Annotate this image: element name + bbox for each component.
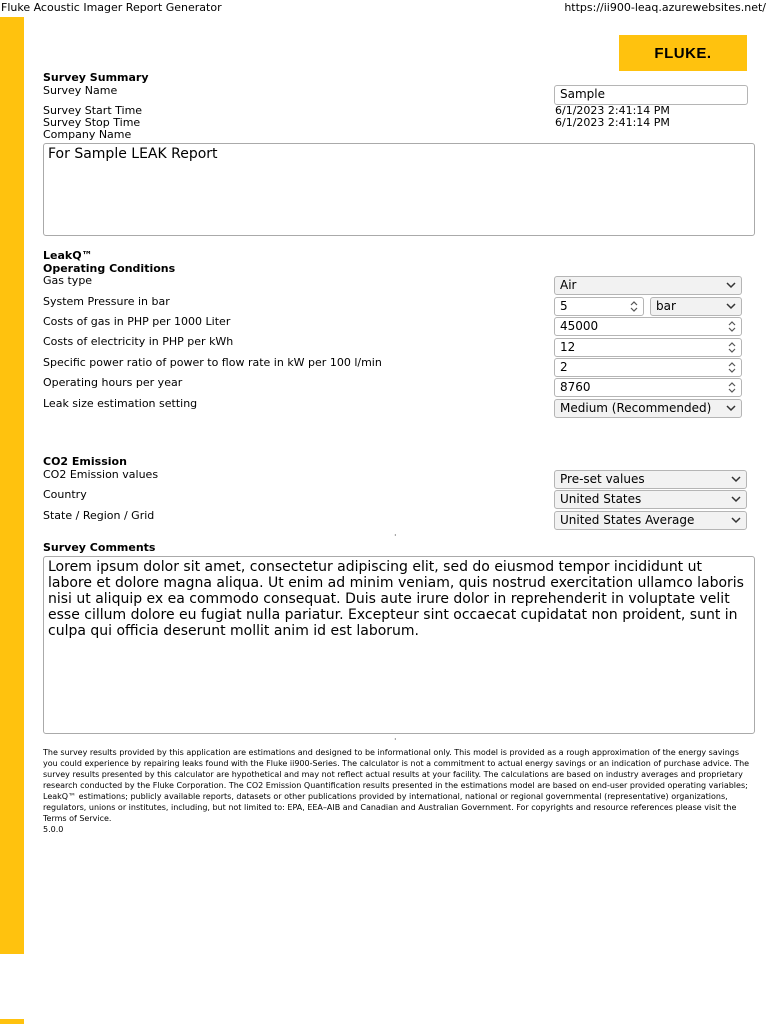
chevron-down-icon	[731, 494, 741, 504]
gas-cost-input[interactable]	[554, 317, 742, 336]
chevron-down-icon	[726, 301, 736, 311]
leak-size-label: Leak size estimation setting	[43, 397, 198, 410]
country-value: United States	[560, 492, 642, 506]
country-label: Country	[43, 488, 87, 501]
page-url: https://ii900-leaq.azurewebsites.net/	[564, 1, 766, 14]
fluke-logo	[619, 35, 747, 71]
brand-stripe-footer	[0, 1019, 24, 1024]
region-label: State / Region / Grid	[43, 509, 155, 522]
gas-type-value: Air	[560, 278, 577, 292]
company-name-label: Company Name	[43, 128, 132, 141]
survey-start-value: 6/1/2023 2:41:14 PM	[555, 104, 670, 117]
leak-size-value: Medium (Recommended)	[560, 401, 712, 415]
separator-dot: ·	[394, 735, 397, 744]
version-label: 5.0.0	[43, 825, 64, 834]
survey-stop-label: Survey Stop Time	[43, 116, 141, 129]
spinner-icon[interactable]	[630, 300, 638, 313]
leakq-heading: LeakQ™	[43, 249, 93, 262]
electricity-cost-label: Costs of electricity in PHP per kWh	[43, 335, 234, 348]
co2-values-label: CO2 Emission values	[43, 468, 159, 481]
fluke-logo-text: FLUKE.	[654, 44, 712, 62]
chevron-down-icon	[731, 474, 741, 484]
survey-start-label: Survey Start Time	[43, 104, 143, 117]
pressure-unit-select[interactable]	[650, 297, 742, 316]
gas-type-label: Gas type	[43, 274, 93, 287]
brand-stripe	[0, 17, 24, 954]
gas-type-select[interactable]	[554, 276, 742, 295]
disclaimer-text: The survey results provided by this application are estimations and designed to be informational only. This model is provided as a rough approximation of the energy savings you could experience by repairing leaks found with the Fluke ii900-Series. The calculator is not a commitment to actual energy savings or an indication of purchase advice. The survey results presented by this calculator are hypothetical and may not reflect actual results at your facility. The calculations are based on industry averages and proprietary research conducted by the Fluke Corporation. The CO2 Emission Quantification results presented in the estimations model are based on end-user provided operating variables; LeakQ™ estimations; publicly available reports, datasets or other publications provided by international, national or regional governmental (representative) organizations, regulators, unions or institutes, including, but not limited to: EPA, EEA–AIB and Canadian and Australian Government. For copyrights and resource references please visit the Terms of Service.	[43, 748, 750, 823]
survey-comments-heading: Survey Comments	[43, 541, 156, 554]
survey-summary-heading: Survey Summary	[43, 71, 149, 84]
region-select[interactable]	[554, 511, 747, 530]
co2-values-value: Pre-set values	[560, 472, 645, 486]
power-ratio-input[interactable]	[554, 358, 742, 377]
power-ratio-label: Specific power ratio of power to flow rate in kW per 100 l/min	[43, 356, 382, 369]
gas-cost-value: 45000	[560, 319, 599, 333]
company-name-field[interactable]	[43, 143, 755, 236]
pressure-input[interactable]	[554, 297, 644, 316]
operating-hours-input[interactable]	[554, 378, 742, 397]
electricity-cost-input[interactable]	[554, 338, 742, 357]
chevron-down-icon	[726, 403, 736, 413]
chevron-down-icon	[731, 515, 741, 525]
survey-name-label: Survey Name	[43, 84, 118, 97]
operating-hours-value: 8760	[560, 380, 591, 394]
gas-cost-label: Costs of gas in PHP per 1000 Liter	[43, 315, 231, 328]
survey-comments-field[interactable]	[43, 556, 755, 734]
pressure-unit-value: bar	[656, 299, 676, 313]
spinner-icon[interactable]	[728, 361, 736, 374]
survey-comments-value: Lorem ipsum dolor sit amet, consectetur adipiscing elit, sed do eiusmod tempor incididunt ut labore et dolore magna aliqua. Ut enim ad minim veniam, quis nostrud exercitation ullamco laboris nisi ut aliquip ex ea commodo consequat. Duis aute irure dolor in reprehenderit in voluptate velit esse cillum dolore eu fugiat nulla pariatur. Excepteur sint occaecat cupidatat non proident, sunt in culpa qui officia deserunt mollit anim id est laborum.	[48, 559, 744, 639]
operating-conditions-heading: Operating Conditions	[43, 262, 176, 275]
operating-hours-label: Operating hours per year	[43, 376, 183, 389]
pressure-value: 5	[560, 299, 568, 313]
spinner-icon[interactable]	[728, 320, 736, 333]
region-value: United States Average	[560, 513, 695, 527]
spinner-icon[interactable]	[728, 341, 736, 354]
spinner-icon[interactable]	[728, 381, 736, 394]
leak-size-select[interactable]	[554, 399, 742, 418]
survey-name-input[interactable]	[554, 85, 748, 105]
co2-values-select[interactable]	[554, 470, 747, 489]
separator-dot: ·	[394, 531, 397, 540]
co2-heading: CO2 Emission	[43, 455, 127, 468]
electricity-cost-value: 12	[560, 340, 576, 354]
app-title: Fluke Acoustic Imager Report Generator	[1, 1, 222, 14]
power-ratio-value: 2	[560, 360, 568, 374]
chevron-down-icon	[726, 280, 736, 290]
pressure-label: System Pressure in bar	[43, 295, 170, 308]
survey-stop-value: 6/1/2023 2:41:14 PM	[555, 116, 670, 129]
survey-name-value: Sample	[560, 87, 605, 101]
company-name-value: For Sample LEAK Report	[48, 146, 218, 162]
country-select[interactable]	[554, 490, 747, 509]
